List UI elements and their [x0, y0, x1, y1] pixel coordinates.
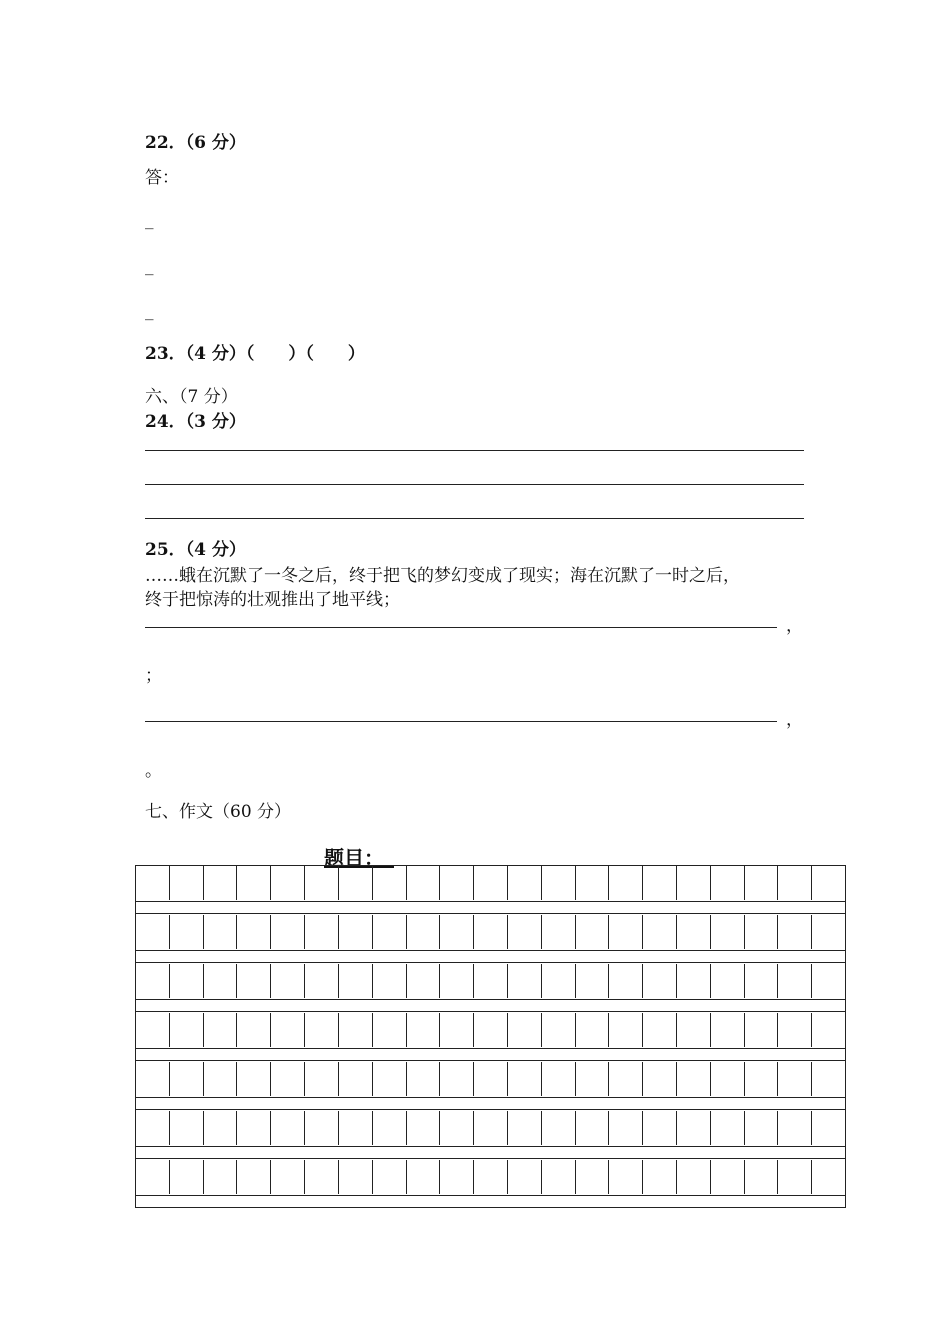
essay-grid-cell[interactable]	[643, 1111, 677, 1145]
essay-grid-cell[interactable]	[576, 1160, 610, 1194]
essay-grid-cell[interactable]	[170, 1160, 204, 1194]
essay-grid-cell[interactable]	[136, 1062, 170, 1096]
essay-grid-cell[interactable]	[576, 1013, 610, 1047]
essay-grid-cell[interactable]	[778, 1111, 812, 1145]
essay-grid-cell[interactable]	[407, 915, 441, 949]
q25-semicolon: ；	[145, 666, 162, 686]
essay-grid-cell[interactable]	[407, 866, 441, 900]
essay-grid-cell[interactable]	[677, 1062, 711, 1096]
essay-grid-cell[interactable]	[136, 964, 170, 998]
essay-grid-cell[interactable]	[305, 866, 339, 900]
essay-grid-row	[136, 1062, 845, 1098]
essay-grid-cell[interactable]	[339, 866, 373, 900]
essay-grid-cell[interactable]	[474, 1111, 508, 1145]
essay-grid-cell[interactable]	[170, 915, 204, 949]
essay-grid-cell[interactable]	[677, 915, 711, 949]
essay-grid-gap-line	[136, 1109, 845, 1110]
essay-grid-cell[interactable]	[271, 964, 305, 998]
essay-grid-cell[interactable]	[643, 1013, 677, 1047]
essay-grid-cell[interactable]	[474, 1013, 508, 1047]
essay-grid-cell[interactable]	[339, 1013, 373, 1047]
essay-grid-cell[interactable]	[407, 1111, 441, 1145]
essay-grid-cell[interactable]	[271, 1111, 305, 1145]
q25-prompt-line-2: 终于把惊涛的壮观推出了地平线；	[145, 590, 400, 610]
essay-grid-cell[interactable]	[237, 1062, 271, 1096]
q25-comma-2: ，	[786, 710, 803, 730]
essay-grid-cell[interactable]	[373, 964, 407, 998]
essay-grid-cell[interactable]	[745, 1062, 779, 1096]
essay-grid-cell[interactable]	[508, 915, 542, 949]
q22-header: 22．（6 分）	[145, 133, 246, 153]
essay-grid-cell[interactable]	[407, 1160, 441, 1194]
essay-grid-cell[interactable]	[339, 915, 373, 949]
essay-grid-cell[interactable]	[576, 964, 610, 998]
essay-grid-cell[interactable]	[576, 915, 610, 949]
essay-grid-cell[interactable]	[609, 964, 643, 998]
essay-grid-cell[interactable]	[170, 1111, 204, 1145]
essay-grid-cell[interactable]	[204, 964, 238, 998]
essay-grid-cell[interactable]	[170, 1062, 204, 1096]
essay-grid-cell[interactable]	[745, 964, 779, 998]
essay-title-label: 题目：	[324, 846, 374, 870]
essay-grid-cell[interactable]	[542, 866, 576, 900]
essay-grid-cell[interactable]	[542, 1111, 576, 1145]
essay-grid-cell[interactable]	[271, 1160, 305, 1194]
essay-grid-cell[interactable]	[271, 1062, 305, 1096]
essay-grid-cell[interactable]	[440, 915, 474, 949]
essay-grid-cell[interactable]	[474, 915, 508, 949]
essay-grid-cell[interactable]	[237, 964, 271, 998]
essay-grid-cell[interactable]	[339, 964, 373, 998]
essay-grid-row	[136, 1160, 845, 1196]
q24-answer-line-1[interactable]	[145, 450, 804, 451]
essay-grid-cell[interactable]	[170, 964, 204, 998]
essay-grid-cell[interactable]	[745, 1111, 779, 1145]
essay-grid-cell[interactable]	[474, 1160, 508, 1194]
essay-grid-cell[interactable]	[711, 866, 745, 900]
essay-grid-cell[interactable]	[237, 1013, 271, 1047]
essay-grid-cell[interactable]	[812, 1013, 845, 1047]
essay-grid-cell[interactable]	[643, 866, 677, 900]
essay-grid-gap-line	[136, 1207, 845, 1208]
essay-grid-cell[interactable]	[609, 915, 643, 949]
essay-grid-gap-line	[136, 1011, 845, 1012]
essay-grid-gap-line	[136, 913, 845, 914]
essay-grid-cell[interactable]	[339, 1062, 373, 1096]
q24-answer-line-2[interactable]	[145, 484, 804, 485]
q23-header: 23．（4 分）（ ）（ ）	[145, 344, 365, 364]
essay-grid-cell[interactable]	[339, 1160, 373, 1194]
essay-grid-cell[interactable]	[474, 964, 508, 998]
essay-grid-cell[interactable]	[305, 1160, 339, 1194]
essay-grid-cell[interactable]	[609, 1013, 643, 1047]
essay-grid-cell[interactable]	[508, 1160, 542, 1194]
essay-grid-cell[interactable]	[778, 1160, 812, 1194]
essay-grid-cell[interactable]	[778, 1062, 812, 1096]
essay-grid-cell[interactable]	[305, 1013, 339, 1047]
q22-answer-blank-1[interactable]: _	[145, 210, 154, 230]
essay-grid-cell[interactable]	[711, 915, 745, 949]
essay-grid-cell[interactable]	[643, 1062, 677, 1096]
essay-grid-cell[interactable]	[677, 1013, 711, 1047]
section6-header: 六、（7 分）	[145, 387, 238, 407]
essay-grid-cell[interactable]	[373, 1160, 407, 1194]
essay-grid-cell[interactable]	[778, 964, 812, 998]
essay-grid-cell[interactable]	[407, 1013, 441, 1047]
essay-grid-cell[interactable]	[542, 1013, 576, 1047]
essay-grid-cell[interactable]	[677, 1111, 711, 1145]
q25-header: 25．（4 分）	[145, 540, 246, 560]
essay-grid-cell[interactable]	[812, 964, 845, 998]
essay-grid-cell[interactable]	[440, 866, 474, 900]
essay-grid-cell[interactable]	[474, 1062, 508, 1096]
essay-grid-cell[interactable]	[271, 1013, 305, 1047]
essay-grid-cell[interactable]	[136, 1111, 170, 1145]
essay-grid-cell[interactable]	[305, 1062, 339, 1096]
essay-grid-cell[interactable]	[711, 1062, 745, 1096]
essay-grid-cell[interactable]	[609, 866, 643, 900]
essay-grid-gap-line	[136, 1060, 845, 1061]
essay-grid-cell[interactable]	[440, 1160, 474, 1194]
essay-grid-cell[interactable]	[237, 1160, 271, 1194]
essay-grid-row	[136, 915, 845, 951]
essay-grid-cell[interactable]	[677, 866, 711, 900]
essay-grid-cell[interactable]	[373, 866, 407, 900]
essay-grid-cell[interactable]	[778, 866, 812, 900]
essay-grid-cell[interactable]	[440, 1111, 474, 1145]
essay-grid-cell[interactable]	[237, 866, 271, 900]
essay-grid-cell[interactable]	[745, 866, 779, 900]
essay-grid-cell[interactable]	[643, 915, 677, 949]
essay-grid-cell[interactable]	[576, 1062, 610, 1096]
essay-grid-cell[interactable]	[474, 866, 508, 900]
essay-grid-cell[interactable]	[407, 1062, 441, 1096]
essay-grid-row	[136, 866, 845, 902]
essay-grid-cell[interactable]	[271, 915, 305, 949]
q25-prompt-line-1: ……蛾在沉默了一冬之后，终于把飞的梦幻变成了现实；海在沉默了一时之后，	[145, 566, 740, 586]
essay-grid-cell[interactable]	[542, 964, 576, 998]
essay-writing-grid[interactable]	[135, 865, 846, 1208]
essay-grid-gap-line	[136, 962, 845, 963]
q22-answer-label: 答：	[145, 168, 179, 188]
essay-grid-cell[interactable]	[204, 1160, 238, 1194]
essay-grid-cell[interactable]	[609, 1160, 643, 1194]
essay-grid-cell[interactable]	[745, 915, 779, 949]
essay-grid-cell[interactable]	[508, 1111, 542, 1145]
essay-grid-cell[interactable]	[373, 1111, 407, 1145]
essay-grid-cell[interactable]	[812, 1160, 845, 1194]
essay-grid-cell[interactable]	[542, 1062, 576, 1096]
q25-period: 。	[145, 761, 162, 781]
essay-grid-cell[interactable]	[576, 866, 610, 900]
essay-grid-cell[interactable]	[373, 915, 407, 949]
essay-grid-cell[interactable]	[136, 1160, 170, 1194]
essay-grid-cell[interactable]	[508, 866, 542, 900]
essay-grid-cell[interactable]	[778, 1013, 812, 1047]
essay-grid-cell[interactable]	[745, 1013, 779, 1047]
essay-grid-cell[interactable]	[204, 1111, 238, 1145]
q24-answer-line-3[interactable]	[145, 518, 804, 519]
essay-grid-cell[interactable]	[508, 964, 542, 998]
essay-grid-cell[interactable]	[339, 1111, 373, 1145]
essay-grid-cell[interactable]	[542, 1160, 576, 1194]
essay-grid-row	[136, 964, 845, 1000]
essay-grid-cell[interactable]	[170, 1013, 204, 1047]
section7-header: 七、作文（60 分）	[145, 802, 292, 822]
essay-grid-cell[interactable]	[373, 1062, 407, 1096]
essay-grid-cell[interactable]	[711, 1013, 745, 1047]
essay-grid-cell[interactable]	[170, 866, 204, 900]
essay-grid-cell[interactable]	[812, 915, 845, 949]
essay-grid-cell[interactable]	[136, 915, 170, 949]
essay-grid-cell[interactable]	[711, 1160, 745, 1194]
essay-grid-cell[interactable]	[778, 915, 812, 949]
essay-grid-cell[interactable]	[204, 1062, 238, 1096]
essay-grid-cell[interactable]	[136, 1013, 170, 1047]
q22-answer-blank-3[interactable]: _	[145, 301, 154, 321]
essay-grid-cell[interactable]	[508, 1013, 542, 1047]
essay-grid-cell[interactable]	[373, 1013, 407, 1047]
essay-grid-cell[interactable]	[643, 964, 677, 998]
q22-answer-blank-2[interactable]: _	[145, 256, 154, 276]
essay-grid-cell[interactable]	[136, 866, 170, 900]
essay-grid-cell[interactable]	[677, 1160, 711, 1194]
essay-grid-cell[interactable]	[204, 915, 238, 949]
essay-grid-cell[interactable]	[440, 1062, 474, 1096]
essay-grid-cell[interactable]	[609, 1062, 643, 1096]
essay-grid-cell[interactable]	[204, 1013, 238, 1047]
essay-grid-cell[interactable]	[643, 1160, 677, 1194]
essay-grid-cell[interactable]	[440, 1013, 474, 1047]
essay-grid-cell[interactable]	[237, 1111, 271, 1145]
essay-grid-cell[interactable]	[508, 1062, 542, 1096]
essay-grid-cell[interactable]	[305, 1111, 339, 1145]
q25-answer-line-1[interactable]	[145, 627, 777, 628]
essay-grid-cell[interactable]	[542, 915, 576, 949]
essay-grid-cell[interactable]	[204, 866, 238, 900]
essay-grid-cell[interactable]	[812, 866, 845, 900]
q25-answer-line-2[interactable]	[145, 721, 777, 722]
essay-grid-row	[136, 1013, 845, 1049]
q24-header: 24．（3 分）	[145, 412, 246, 432]
essay-grid-cell[interactable]	[237, 915, 271, 949]
essay-grid-gap-line	[136, 1158, 845, 1159]
essay-grid-cell[interactable]	[271, 866, 305, 900]
essay-grid-cell[interactable]	[711, 964, 745, 998]
essay-grid-cell[interactable]	[576, 1111, 610, 1145]
essay-grid-cell[interactable]	[407, 964, 441, 998]
q25-comma-1: ，	[786, 616, 803, 636]
essay-grid-cell[interactable]	[812, 1062, 845, 1096]
essay-grid-cell[interactable]	[305, 915, 339, 949]
essay-grid-cell[interactable]	[440, 964, 474, 998]
essay-grid-cell[interactable]	[812, 1111, 845, 1145]
essay-grid-row	[136, 1111, 845, 1147]
essay-grid-cell[interactable]	[711, 1111, 745, 1145]
essay-grid-cell[interactable]	[745, 1160, 779, 1194]
essay-grid-cell[interactable]	[677, 964, 711, 998]
essay-grid-cell[interactable]	[305, 964, 339, 998]
essay-grid-cell[interactable]	[609, 1111, 643, 1145]
